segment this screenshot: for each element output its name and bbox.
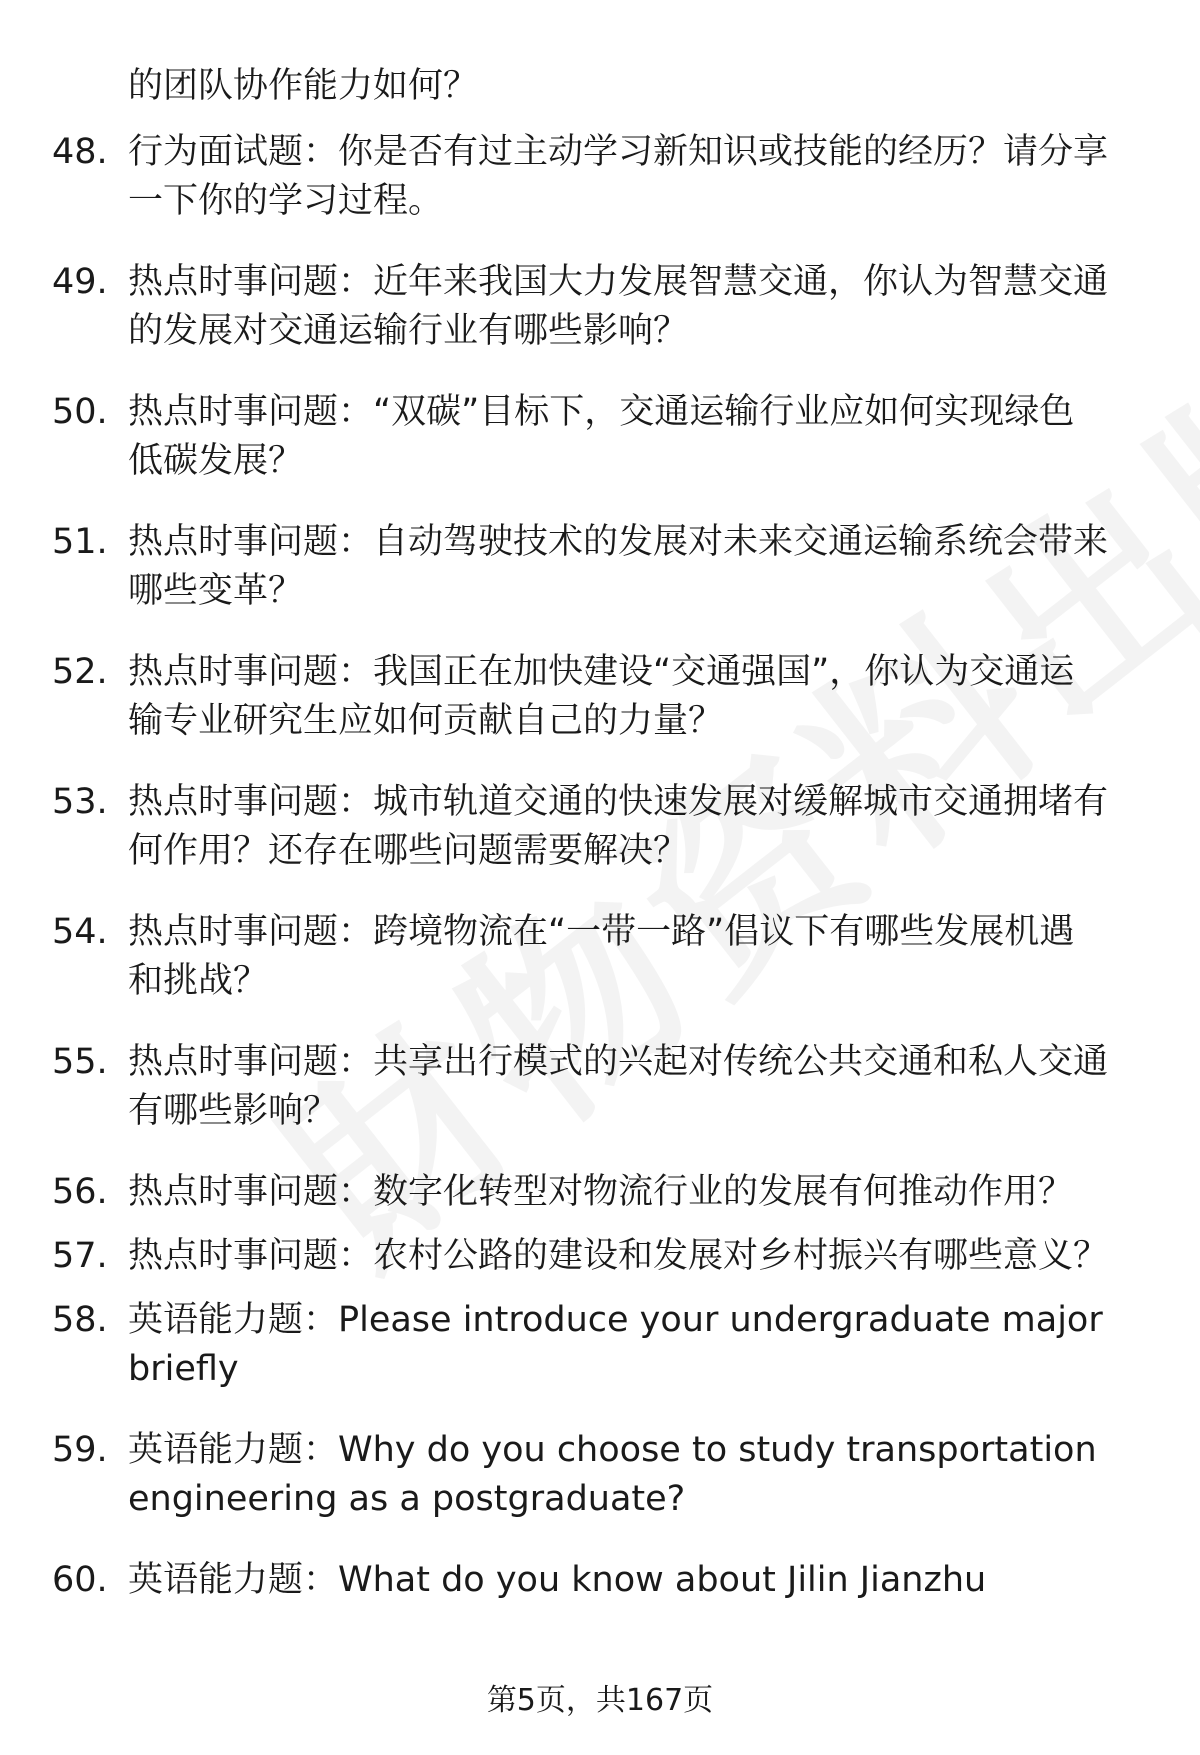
item-text-line: 低碳发展？ xyxy=(128,441,304,481)
item-text-line: 英语能力题：Please introduce your undergraduate major xyxy=(128,1300,1103,1340)
item-text-line: 一下你的学习过程。 xyxy=(128,181,444,221)
item-text-line: 热点时事问题：共享出行模式的兴起对传统公共交通和私人交通 xyxy=(128,1042,1109,1082)
item-text-line: 的发展对交通运输行业有哪些影响？ xyxy=(128,311,689,351)
item-number: 53. xyxy=(52,782,108,822)
item-text xyxy=(128,518,1188,616)
item-text-line: 英语能力题：Why do you choose to study transportation xyxy=(128,1430,1097,1470)
item-text-line: 输专业研究生应如何贡献自己的力量？ xyxy=(128,701,724,741)
item-number: 50. xyxy=(52,392,108,432)
item-text-line: 热点时事问题：跨境物流在“一带一路”倡议下有哪些发展机遇 xyxy=(128,912,1075,952)
item-number: 57. xyxy=(52,1236,108,1276)
item-text-line: 有哪些影响？ xyxy=(128,1091,339,1131)
item-text xyxy=(128,1296,1188,1394)
item-text-line: 热点时事问题：城市轨道交通的快速发展对缓解城市交通拥堵有 xyxy=(128,782,1109,822)
item-text xyxy=(128,1556,1188,1605)
item-text-line: briefly xyxy=(128,1349,239,1389)
item-number: 54. xyxy=(52,912,108,952)
item-text-line: 热点时事问题：我国正在加快建设“交通强国”，你认为交通运 xyxy=(128,652,1075,692)
item-number: 48. xyxy=(52,132,108,172)
item-number: 55. xyxy=(52,1042,108,1082)
item-text xyxy=(128,128,1188,226)
item-text xyxy=(128,388,1188,486)
item-text-line: 热点时事问题：数字化转型对物流行业的发展有何推动作用？ xyxy=(128,1172,1074,1212)
item-text xyxy=(128,908,1188,1006)
item-number: 49. xyxy=(52,262,108,302)
item-text-line: 热点时事问题：“双碳”目标下，交通运输行业应如何实现绿色 xyxy=(128,392,1075,432)
item-text-line: engineering as a postgraduate? xyxy=(128,1479,686,1519)
item-number: 60. xyxy=(52,1560,108,1600)
item-text-line: 和挑战？ xyxy=(128,961,269,1001)
item-text xyxy=(128,1168,1188,1217)
item-text-line: 哪些变革？ xyxy=(128,571,304,611)
item-text-line: 何作用？还存在哪些问题需要解决？ xyxy=(128,831,689,871)
item-number: 56. xyxy=(52,1172,108,1212)
continuation-line: 的团队协作能力如何？ xyxy=(128,66,479,106)
item-text xyxy=(128,1038,1188,1136)
item-text xyxy=(128,1232,1188,1281)
item-text xyxy=(128,778,1188,876)
item-number: 59. xyxy=(52,1430,108,1470)
page-footer: 第5页，共167页 xyxy=(486,1683,714,1718)
item-number: 51. xyxy=(52,522,108,562)
item-text xyxy=(128,258,1188,356)
item-text-line: 行为面试题：你是否有过主动学习新知识或技能的经历？请分享 xyxy=(128,132,1109,172)
item-text-line: 热点时事问题：近年来我国大力发展智慧交通，你认为智慧交通 xyxy=(128,262,1109,302)
item-text-line: 热点时事问题：农村公路的建设和发展对乡村振兴有哪些意义？ xyxy=(128,1236,1109,1276)
item-text xyxy=(128,1426,1188,1524)
item-text-line: 热点时事问题：自动驾驶技术的发展对未来交通运输系统会带来 xyxy=(128,522,1109,562)
item-number: 52. xyxy=(52,652,108,692)
item-text-line: 英语能力题：What do you know about Jilin Jianzhu xyxy=(128,1560,987,1600)
item-text xyxy=(128,648,1188,746)
item-number: 58. xyxy=(52,1300,108,1340)
